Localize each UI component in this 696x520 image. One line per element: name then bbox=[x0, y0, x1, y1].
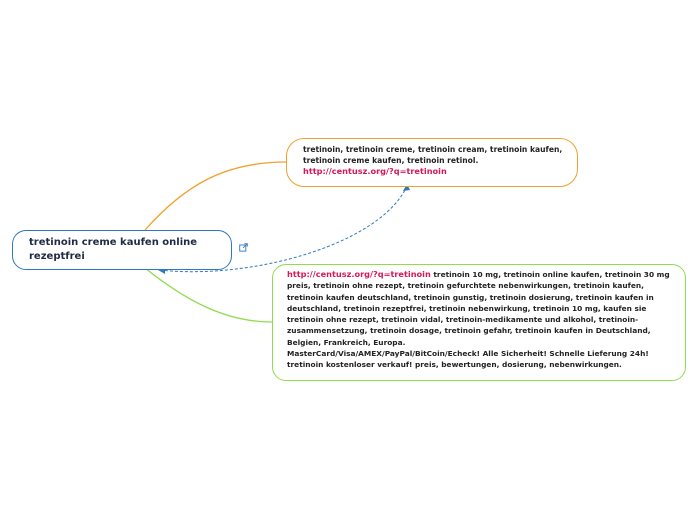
central-topic[interactable] bbox=[12, 230, 232, 270]
green-topic-link[interactable]: http://centusz.org/?q=tretinoin bbox=[287, 269, 431, 279]
green-topic[interactable] bbox=[272, 264, 686, 381]
green-topic-text-2: MasterCard/Visa/AMEX/PayPal/BitCoin/Echeck! Alle Sicherheit! Schnelle Lieferung 24h! tretinoin kostenloser verkauf! preis, bewertungen, dosierung, nebenwirkungen. bbox=[287, 349, 649, 370]
orange-topic[interactable] bbox=[286, 138, 578, 187]
branch-orange bbox=[145, 162, 286, 230]
green-topic-text: tretinoin 10 mg, tretinoin online kaufen, tretinoin 30 mg preis, tretinoin ohne rezept, tretinoin gefurchtete nebenwirkungen, tretinoin kaufen, tretinoin kaufen deutschland, tretinoin gunstig, tretinoin dosierung, tretinoin kaufen in deutschland, tretinoin rezeptfrei, tretinoin nebenwirkung, tretinoin 10 mg, kaufen sie tretinoin ohne rezept, tretinoin vidal, tretinoin-medikamente und alkohol, tretinoin-zusammensetzung, tretinoin dosage, tretinoin gefahr, tretinoin kaufen in Deutschland, Belgien, Frankreich, Europa. bbox=[287, 270, 670, 347]
external-link-icon[interactable] bbox=[239, 243, 248, 252]
orange-topic-text: tretinoin, tretinoin creme, tretinoin cream, tretinoin kaufen, tretinoin creme kaufen, tretinoin retinol. bbox=[303, 145, 563, 165]
orange-topic-link[interactable]: http://centusz.org/?q=tretinoin bbox=[303, 166, 447, 176]
branch-green bbox=[145, 268, 272, 322]
central-topic-label: tretinoin creme kaufen online rezeptfrei bbox=[29, 237, 198, 262]
